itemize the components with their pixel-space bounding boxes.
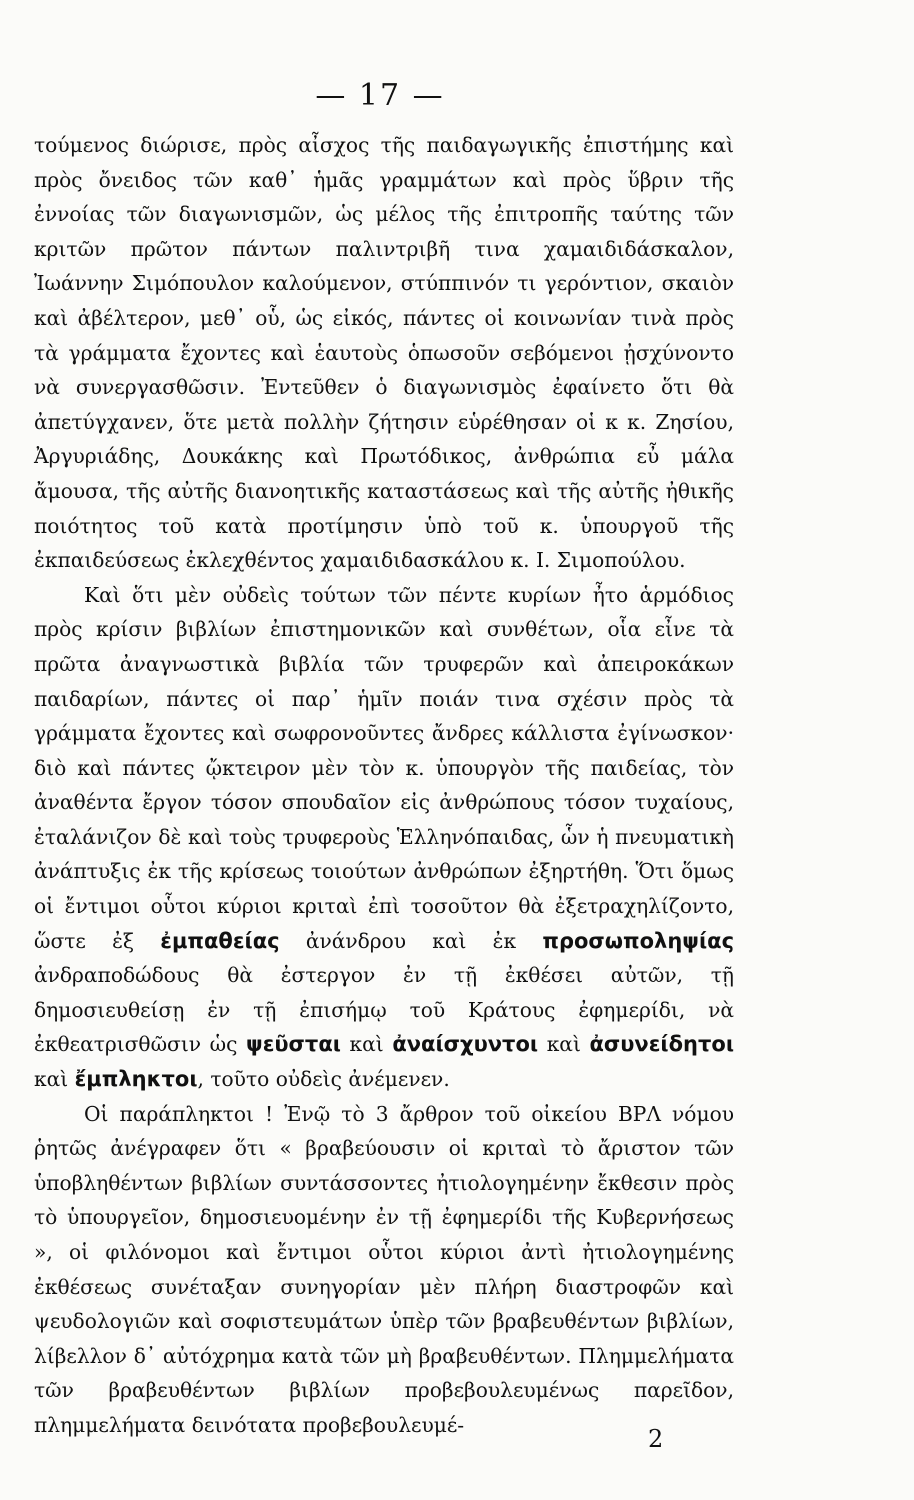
paragraph-1 (34, 128, 734, 578)
paragraph-2 (34, 578, 734, 1097)
text-run: καὶ (340, 1032, 393, 1057)
page-number: — 17 — (315, 78, 445, 113)
emphasized-word: προσωποληψίας (542, 928, 735, 953)
text-run: τούμενος διώρισε, πρὸς αἶσχος τῆς παιδαγωγικῆς ἐπιστήμης καὶ πρὸς ὄνειδος τῶν καθ᾽ ἡμᾶς γραμμάτων καὶ πρὸς ὕβριν τῆς ἐννοίας τῶν διαγωνισμῶν, ὡς μέλος τῆς ἐπιτροπῆς ταύτης τῶν κριτῶν πρῶτον πάντων παλιντριβῆ τινα χαμαιδιδάσκαλον, Ἰωάννην Σιμόπουλον καλούμενον, στύππινόν τι γερόντιον, σκαιὸν καὶ ἀβέλτερον, μεθ᾽ οὗ, ὡς εἰκός, πάντες οἱ κοινωνίαν τινὰ πρὸς τὰ γράμματα ἔχοντες καὶ ἑαυτοὺς ὁπωσοῦν σεβόμενοι ᾐσχύνοντο νὰ συνεργασθῶσιν. Ἐντεῦθεν ὁ διαγωνισμὸς ἐφαίνετο ὅτι θὰ ἀπετύγχανεν, ὅτε μετὰ πολλὴν ζήτησιν εὑρέθησαν οἱ κ κ. Ζησίου, Ἀργυριάδης, Δουκάκης καὶ Πρωτόδικος, ἀνθρώπια εὖ μάλα ἄμουσα, τῆς αὐτῆς διανοητικῆς καταστάσεως καὶ τῆς αὐτῆς ἠθικῆς ποιότητος τοῦ κατὰ προτίμησιν ὑπὸ τοῦ κ. ὑπουργοῦ τῆς ἐκπαιδεύσεως ἐκλεχθέντος χαμαιδιδασκάλου κ. Ι. Σιμοπούλου. (34, 133, 734, 573)
body-text (34, 128, 734, 1443)
text-run: Οἱ παράπληκτοι ! Ἐνῷ τὸ 3 ἄρθρον τοῦ οἰκείου ΒΡΛ νόμου ῥητῶς ἀνέγραφεν ὅτι « βραβεύουσιν οἱ κριταὶ τὸ ἄριστον τῶν ὑποβληθέντων βιβλίων συντάσσοντες ἠτιολογημένην ἔκθεσιν πρὸς τὸ ὑπουργεῖον, δημοσιευομένην ἐν τῇ ἐφημερίδι τῆς Κυβερνήσεως », οἱ φιλόνομοι καὶ ἔντιμοι οὗτοι κύριοι ἀντὶ ἠτιολογημένης ἐκθέσεως συνέταξαν συνηγορίαν μὲν πλήρη διαστροφῶν καὶ ψευδολογιῶν καὶ σοφιστευμάτων ὑπὲρ τῶν βραβευθέντων βιβλίων, λίβελλον δ᾽ αὐτόχρημα κατὰ τῶν μὴ βραβευθέντων. Πλημμελήματα τῶν βραβευθέντων βιβλίων προβεβουλευμένως παρεῖδον, πλημμελήματα δεινότατα προβεβουλευμέ- (34, 1101, 734, 1437)
emphasized-word: ἐμπαθείας (160, 928, 280, 953)
text-run: Καὶ ὅτι μὲν οὐδεὶς τούτων τῶν πέντε κυρίων ἦτο ἁρμόδιος πρὸς κρίσιν βιβλίων ἐπιστημονικῶν καὶ συνθέτων, οἷα εἶνε τὰ πρῶτα ἀναγνωστικὰ βιβλία τῶν τρυφερῶν καὶ ἀπειροκάκων παιδαρίων, πάντες οἱ παρ᾽ ἡμῖν ποιάν τινα σχέσιν πρὸς τὰ γράμματα ἔχοντες καὶ σωφρονοῦντες ἄνδρες κάλλιστα ἐγίνωσκον· διὸ καὶ πάντες ᾤκτειρον μὲν τὸν κ. ὑπουργὸν τῆς παιδείας, τὸν ἀναθέντα ἔργον τόσον σπουδαῖον εἰς ἀνθρώπους τόσον τυχαίους, ἐταλάνιζον δὲ καὶ τοὺς τρυφεροὺς Ἑλληνόπαιδας, ὧν ἡ πνευματικὴ ἀνάπτυξις ἐκ τῆς κρίσεως τοιούτων ἀνθρώπων ἐξηρτήθη. Ὅτι ὅμως οἱ ἔντιμοι οὗτοι κύριοι κριταὶ ἐπὶ τοσοῦτον θὰ ἐξετραχηλίζοντο, ὥστε ἐξ (34, 582, 734, 953)
signature-mark: 2 (648, 1425, 664, 1453)
text-run: καὶ (34, 1067, 75, 1092)
paragraph-3 (34, 1097, 734, 1443)
emphasized-word: ἔμπληκτοι (74, 1067, 198, 1092)
text-run: καὶ (538, 1032, 590, 1057)
emphasized-word: ἀσυνείδητοι (589, 1032, 734, 1057)
emphasized-word: ἀναίσχυντοι (392, 1032, 539, 1057)
text-run: ἀνάνδρου καὶ ἐκ (279, 928, 543, 953)
emphasized-word: ψεῦσται (246, 1032, 341, 1057)
text-run: , τοῦτο οὐδεὶς ἀνέμενεν. (197, 1067, 450, 1092)
text-run: ἀνδραποδώδους θὰ ἐστεργον ἐν τῇ ἐκθέσει αὐτῶν, τῇ δημοσιευθείσῃ ἐν τῇ ἐπισήμῳ τοῦ Κράτους ἐφημερίδι, νὰ ἐκθεατρισθῶσιν ὡς (34, 963, 734, 1057)
